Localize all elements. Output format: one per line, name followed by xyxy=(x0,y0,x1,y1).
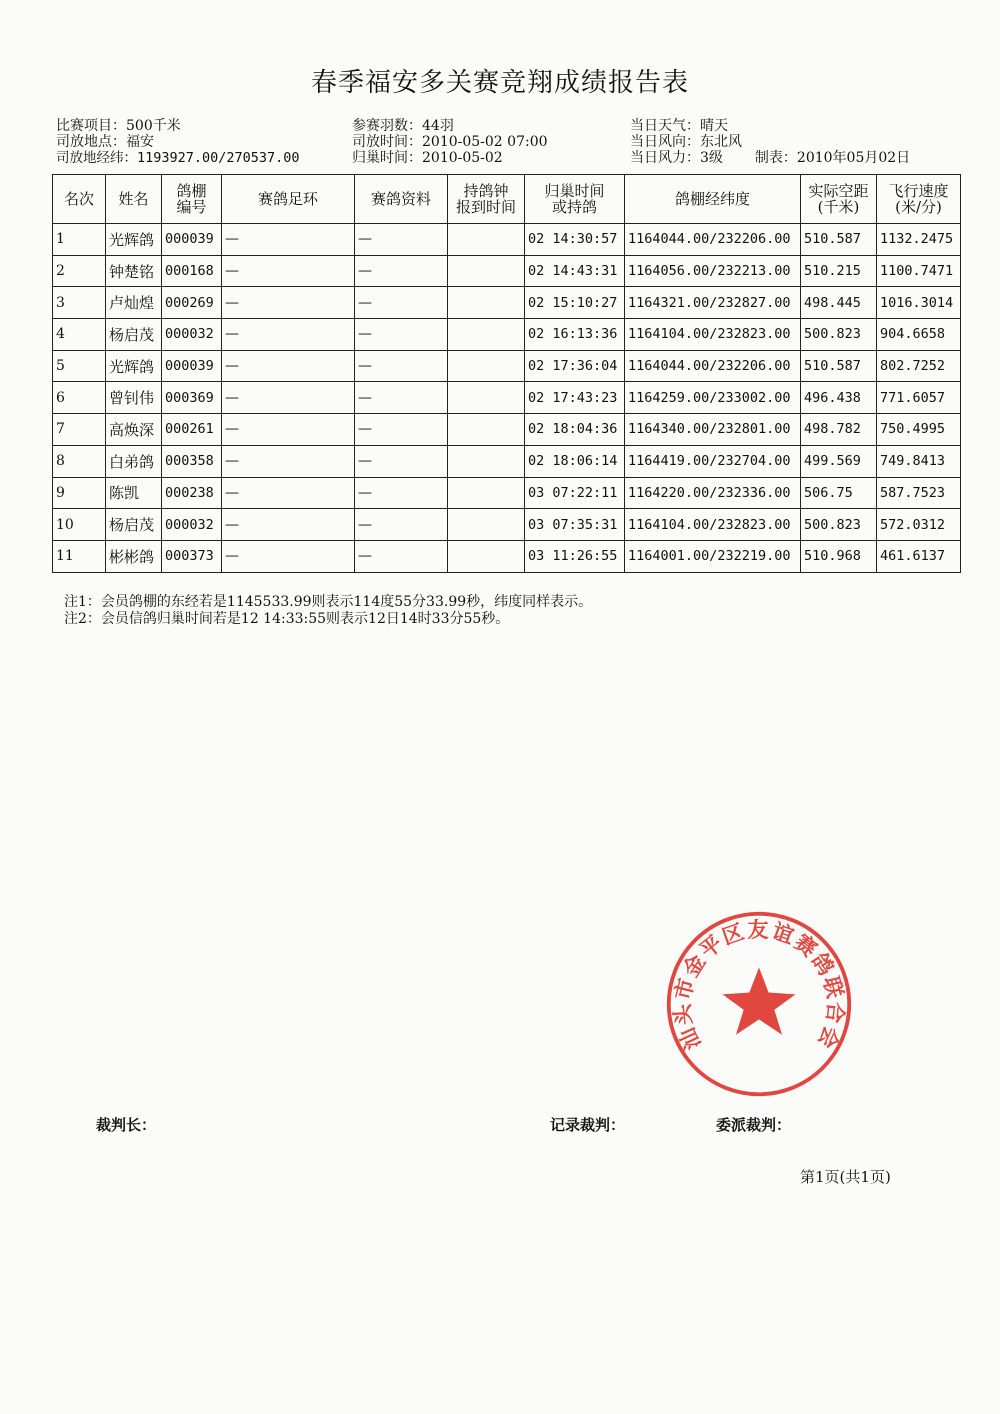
cell-name: 高焕深 xyxy=(106,414,162,446)
cell-coordinates: 1164044.00/232206.00 xyxy=(625,350,801,382)
cell-clock-time xyxy=(448,224,525,256)
cell-pigeon-info: — xyxy=(355,287,448,319)
cell-rank: 5 xyxy=(53,350,106,382)
cell-distance: 510.215 xyxy=(801,255,877,287)
cell-pigeon-info: — xyxy=(355,445,448,477)
cell-distance: 510.968 xyxy=(801,540,877,572)
cell-speed: 750.4995 xyxy=(877,414,961,446)
cell-loft-number: 000269 xyxy=(162,287,222,319)
cell-distance: 500.823 xyxy=(801,319,877,351)
cell-name: 彬彬鸽 xyxy=(106,540,162,572)
cell-clock-time xyxy=(448,540,525,572)
appointed-referee-label: 委派裁判： xyxy=(716,1116,792,1134)
table-row xyxy=(53,255,961,287)
cell-clock-time xyxy=(448,509,525,541)
header-name: 姓名 xyxy=(106,175,162,224)
header-distance: 实际空距 (千米) xyxy=(801,175,877,224)
cell-rank: 4 xyxy=(53,319,106,351)
header-coordinates: 鸽棚经纬度 xyxy=(625,175,801,224)
cell-ring: — xyxy=(222,319,355,351)
cell-speed: 749.8413 xyxy=(877,445,961,477)
wind-force-row xyxy=(630,150,910,166)
table-row xyxy=(53,287,961,319)
cell-ring: — xyxy=(222,414,355,446)
cell-coordinates: 1164001.00/232219.00 xyxy=(625,540,801,572)
record-referee-label: 记录裁判： xyxy=(550,1116,626,1134)
header-clock-time: 持鸽钟 报到时间 xyxy=(448,175,525,224)
header-pigeon-info: 赛鸽资料 xyxy=(355,175,448,224)
table-row xyxy=(53,509,961,541)
table-row xyxy=(53,350,961,382)
race-info-column-2 xyxy=(352,118,548,166)
cell-clock-time xyxy=(448,255,525,287)
cell-pigeon-info: — xyxy=(355,477,448,509)
cell-name: 光辉鸽 xyxy=(106,224,162,256)
cell-loft-number: 000373 xyxy=(162,540,222,572)
cell-clock-time xyxy=(448,350,525,382)
note-1: 注1：会员鸽棚的东经若是1145533.99则表示114度55分33.99秒，纬度同样表示。 xyxy=(64,594,593,610)
cell-rank: 7 xyxy=(53,414,106,446)
cell-coordinates: 1164104.00/232823.00 xyxy=(625,509,801,541)
cell-loft-number: 000261 xyxy=(162,414,222,446)
release-time: 司放时间：2010-05-02 07:00 xyxy=(352,134,548,150)
wind-force: 当日风力：3级 xyxy=(630,150,723,166)
cell-coordinates: 1164419.00/232704.00 xyxy=(625,445,801,477)
note-2: 注2：会员信鸽归巢时间若是12 14:33:55则表示12日14时33分55秒。 xyxy=(64,611,510,627)
cell-return-time: 02 18:06:14 xyxy=(525,445,625,477)
cell-clock-time xyxy=(448,445,525,477)
cell-rank: 8 xyxy=(53,445,106,477)
cell-pigeon-info: — xyxy=(355,540,448,572)
cell-pigeon-info: — xyxy=(355,382,448,414)
table-row xyxy=(53,224,961,256)
weather: 当日天气：晴天 xyxy=(630,118,728,134)
cell-name: 卢灿煌 xyxy=(106,287,162,319)
table-row xyxy=(53,382,961,414)
cell-speed: 1132.2475 xyxy=(877,224,961,256)
cell-clock-time xyxy=(448,414,525,446)
cell-rank: 3 xyxy=(53,287,106,319)
cell-rank: 6 xyxy=(53,382,106,414)
cell-speed: 802.7252 xyxy=(877,350,961,382)
cell-distance: 510.587 xyxy=(801,224,877,256)
page-number: 第1页(共1页) xyxy=(800,1168,891,1186)
return-date: 归巢时间：2010-05-02 xyxy=(352,150,503,166)
cell-rank: 9 xyxy=(53,477,106,509)
cell-distance: 498.445 xyxy=(801,287,877,319)
cell-distance: 510.587 xyxy=(801,350,877,382)
cell-pigeon-info: — xyxy=(355,509,448,541)
cell-speed: 1100.7471 xyxy=(877,255,961,287)
cell-loft-number: 000039 xyxy=(162,224,222,256)
cell-speed: 771.6057 xyxy=(877,382,961,414)
table-row xyxy=(53,540,961,572)
wind-direction: 当日风向：东北风 xyxy=(630,134,742,150)
cell-clock-time xyxy=(448,287,525,319)
header-loft-number: 鸽棚 编号 xyxy=(162,175,222,224)
cell-coordinates: 1164220.00/232336.00 xyxy=(625,477,801,509)
cell-ring: — xyxy=(222,477,355,509)
chief-referee-label: 裁判长： xyxy=(96,1116,157,1134)
header-speed: 飞行速度 (米/分) xyxy=(877,175,961,224)
cell-return-time: 02 17:36:04 xyxy=(525,350,625,382)
cell-name: 杨启茂 xyxy=(106,319,162,351)
cell-speed: 904.6658 xyxy=(877,319,961,351)
cell-loft-number: 000032 xyxy=(162,319,222,351)
cell-speed: 587.7523 xyxy=(877,477,961,509)
cell-speed: 461.6137 xyxy=(877,540,961,572)
cell-name: 杨启茂 xyxy=(106,509,162,541)
cell-return-time: 02 16:13:36 xyxy=(525,319,625,351)
cell-name: 光辉鸽 xyxy=(106,350,162,382)
cell-loft-number: 000032 xyxy=(162,509,222,541)
cell-distance: 506.75 xyxy=(801,477,877,509)
cell-coordinates: 1164259.00/233002.00 xyxy=(625,382,801,414)
race-info-column-3 xyxy=(630,118,910,166)
cell-return-time: 03 11:26:55 xyxy=(525,540,625,572)
header-ring: 赛鸽足环 xyxy=(222,175,355,224)
cell-pigeon-info: — xyxy=(355,255,448,287)
cell-return-time: 02 14:43:31 xyxy=(525,255,625,287)
made-date: 制表：2010年05月02日 xyxy=(754,150,911,166)
cell-name: 钟楚铭 xyxy=(106,255,162,287)
cell-name: 曾钊伟 xyxy=(106,382,162,414)
cell-distance: 499.569 xyxy=(801,445,877,477)
cell-return-time: 02 17:43:23 xyxy=(525,382,625,414)
cell-speed: 1016.3014 xyxy=(877,287,961,319)
cell-coordinates: 1164104.00/232823.00 xyxy=(625,319,801,351)
table-row xyxy=(53,319,961,351)
release-location: 司放地点：福安 xyxy=(56,134,154,150)
cell-clock-time xyxy=(448,477,525,509)
cell-rank: 10 xyxy=(53,509,106,541)
cell-loft-number: 000238 xyxy=(162,477,222,509)
cell-return-time: 02 14:30:57 xyxy=(525,224,625,256)
header-rank: 名次 xyxy=(53,175,106,224)
cell-clock-time xyxy=(448,382,525,414)
table-row xyxy=(53,477,961,509)
cell-name: 陈凯 xyxy=(106,477,162,509)
cell-coordinates: 1164056.00/232213.00 xyxy=(625,255,801,287)
results-table xyxy=(52,174,961,573)
table-row xyxy=(53,445,961,477)
cell-ring: — xyxy=(222,287,355,319)
cell-return-time: 02 18:04:36 xyxy=(525,414,625,446)
cell-distance: 496.438 xyxy=(801,382,877,414)
cell-pigeon-info: — xyxy=(355,224,448,256)
cell-clock-time xyxy=(448,319,525,351)
official-seal xyxy=(663,908,855,1100)
header-return-time: 归巢时间 或持鸽 xyxy=(525,175,625,224)
report-title: 春季福安多关赛竞翔成绩报告表 xyxy=(310,68,689,98)
race-info-column-1 xyxy=(56,118,300,166)
cell-coordinates: 1164321.00/232827.00 xyxy=(625,287,801,319)
cell-ring: — xyxy=(222,540,355,572)
cell-ring: — xyxy=(222,509,355,541)
cell-loft-number: 000168 xyxy=(162,255,222,287)
table-row xyxy=(53,414,961,446)
cell-ring: — xyxy=(222,224,355,256)
cell-coordinates: 1164044.00/232206.00 xyxy=(625,224,801,256)
cell-pigeon-info: — xyxy=(355,319,448,351)
seal-text: 汕头市金平区友谊赛鸽联合会 xyxy=(669,916,849,1054)
header-row xyxy=(53,175,961,224)
cell-name: 白弟鸽 xyxy=(106,445,162,477)
cell-rank: 1 xyxy=(53,224,106,256)
notes xyxy=(64,594,592,628)
entry-count: 参赛羽数：44羽 xyxy=(352,118,454,134)
cell-speed: 572.0312 xyxy=(877,509,961,541)
cell-pigeon-info: — xyxy=(355,350,448,382)
cell-rank: 2 xyxy=(53,255,106,287)
cell-ring: — xyxy=(222,445,355,477)
cell-coordinates: 1164340.00/232801.00 xyxy=(625,414,801,446)
cell-return-time: 02 15:10:27 xyxy=(525,287,625,319)
release-coordinates: 司放地经纬：1193927.00/270537.00 xyxy=(56,150,300,166)
cell-ring: — xyxy=(222,382,355,414)
cell-loft-number: 000369 xyxy=(162,382,222,414)
cell-return-time: 03 07:22:11 xyxy=(525,477,625,509)
race-item: 比赛项目：500千米 xyxy=(56,118,181,134)
cell-ring: — xyxy=(222,255,355,287)
cell-distance: 498.782 xyxy=(801,414,877,446)
cell-return-time: 03 07:35:31 xyxy=(525,509,625,541)
cell-distance: 500.823 xyxy=(801,509,877,541)
cell-pigeon-info: — xyxy=(355,414,448,446)
cell-loft-number: 000039 xyxy=(162,350,222,382)
cell-rank: 11 xyxy=(53,540,106,572)
cell-loft-number: 000358 xyxy=(162,445,222,477)
cell-ring: — xyxy=(222,350,355,382)
